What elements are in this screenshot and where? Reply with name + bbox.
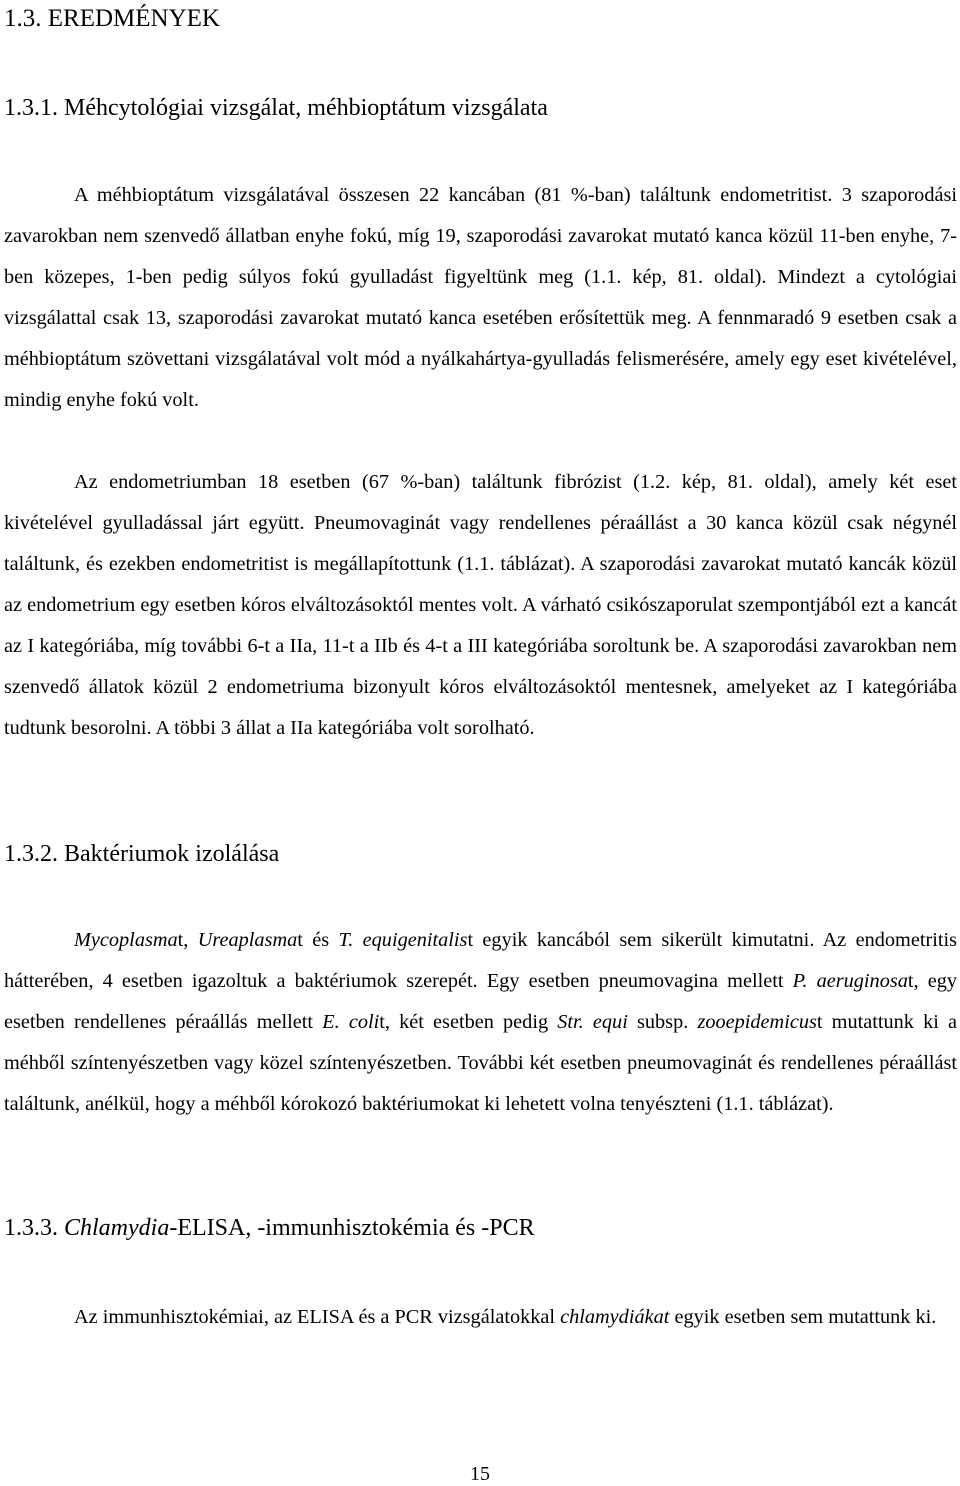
text-segment: t, [177,929,198,951]
text-segment: subsp. [627,1011,698,1033]
paragraph-text: Az endometriumban 18 esetben (67 %-ban) találtunk fibrózist (1.2. kép, 81. oldal), amely két eset kivételével gyulladással járt együtt. Pneumovaginát vagy rendellenes péraállást a 30 kanca közül csak négynél találtunk, és ezekben endometritist is megállapítottunk (1.1. táblázat). A szaporodási zavarokat mutató kancák közül az endometrium egy esetben kóros elváltozásoktól mentes volt. A várható csikószaporulat szempontjából ezt a kancát az I kategóriába, míg további 6-t a IIa, 11-t a IIb és 4-t a III kategóriába soroltunk be. A szaporodási zavarokban nem szenvedő állatok közül 2 endometriuma bizonyult kóros elváltozásoktól mentesnek, amelyeket az I kategóriába tudtunk besorolni. A többi 3 állat a IIa kategóriába volt sorolható. [4,471,957,739]
subsection-heading-bacteria: 1.3.2. Baktériumok izolálása [4,841,280,867]
italic-term: E. coli [322,1011,380,1033]
paragraph-bacteria [4,920,957,1125]
italic-term: chlamydiákat [560,1306,670,1328]
paragraph-text: egyik esetben sem mutattunk ki. [669,1306,937,1328]
heading-number: 1.3.3. [4,1215,64,1241]
paragraph-text [4,929,957,1115]
paragraph-chlamydia [4,1297,957,1338]
text-segment: t és [297,929,339,951]
text-segment: t, egy esetben rendellenes péraállás mellett [4,970,957,1033]
page-number: 15 [470,1463,490,1485]
paragraph-fibrosis [4,462,957,749]
paragraph-text: Az immunhisztokémiai, az ELISA és a PCR vizsgálatokkal [74,1306,561,1328]
subsection-heading-cytology: 1.3.1. Méhcytológiai vizsgálat, méhbioptátum vizsgálata [4,95,548,121]
paragraph-endometritis [4,175,957,421]
italic-term: Str. equi [557,1011,628,1033]
subsection-heading-chlamydia [4,1212,535,1244]
section-heading-results: 1.3. EREDMÉNYEK [4,5,220,32]
italic-term: zooepidemicus [697,1011,817,1033]
text-segment: t, két esetben pedig [379,1011,558,1033]
heading-italic-term: Chlamydia [64,1215,170,1241]
paragraph-text: A méhbioptátum vizsgálatával összesen 22 kancában (81 %-ban) találtunk endometritist. 3 szaporodási zavarokban nem szenvedő állatban enyhe fokú, míg 19, szaporodási zavarokat mutató kanca közül 11-ben enyhe, 7-ben közepes, 1-ben pedig súlyos fokú gyulladást figyeltünk meg (1.1. kép, 81. oldal). Mindezt a cytológiai vizsgálattal csak 13, szaporodási zavarokat mutató kanca esetében erősítettük meg. A fennmaradó 9 esetben csak a méhbioptátum szövettani vizsgálatával volt mód a nyálkahártya-gyulladás felismerésére, amely egy eset kivételével, mindig enyhe fokú volt. [4,184,957,411]
italic-term: Mycoplasma [74,929,178,951]
heading-text: -ELISA, -immunhisztokémia és -PCR [169,1215,535,1241]
italic-term: Ureaplasma [197,929,298,951]
italic-term: P. aeruginosa [792,970,908,992]
italic-term: T. equigenitalis [338,929,468,951]
text-segment: t mutattunk ki a méhből színtenyészetben vagy közel színtenyészetben. További két esetben pneumovaginát és rendellenes péraállást találtunk, anélkül, hogy a méhből kórokozó baktériumokat ki lehetett volna tenyészteni (1.1. táblázat). [4,1011,958,1115]
text-segment: t egyik kancából sem sikerült kimutatni. Az endometritis hátterében, 4 esetben igazoltuk a baktériumok szerepét. Egy esetben pneumovagina mellett [4,929,958,992]
